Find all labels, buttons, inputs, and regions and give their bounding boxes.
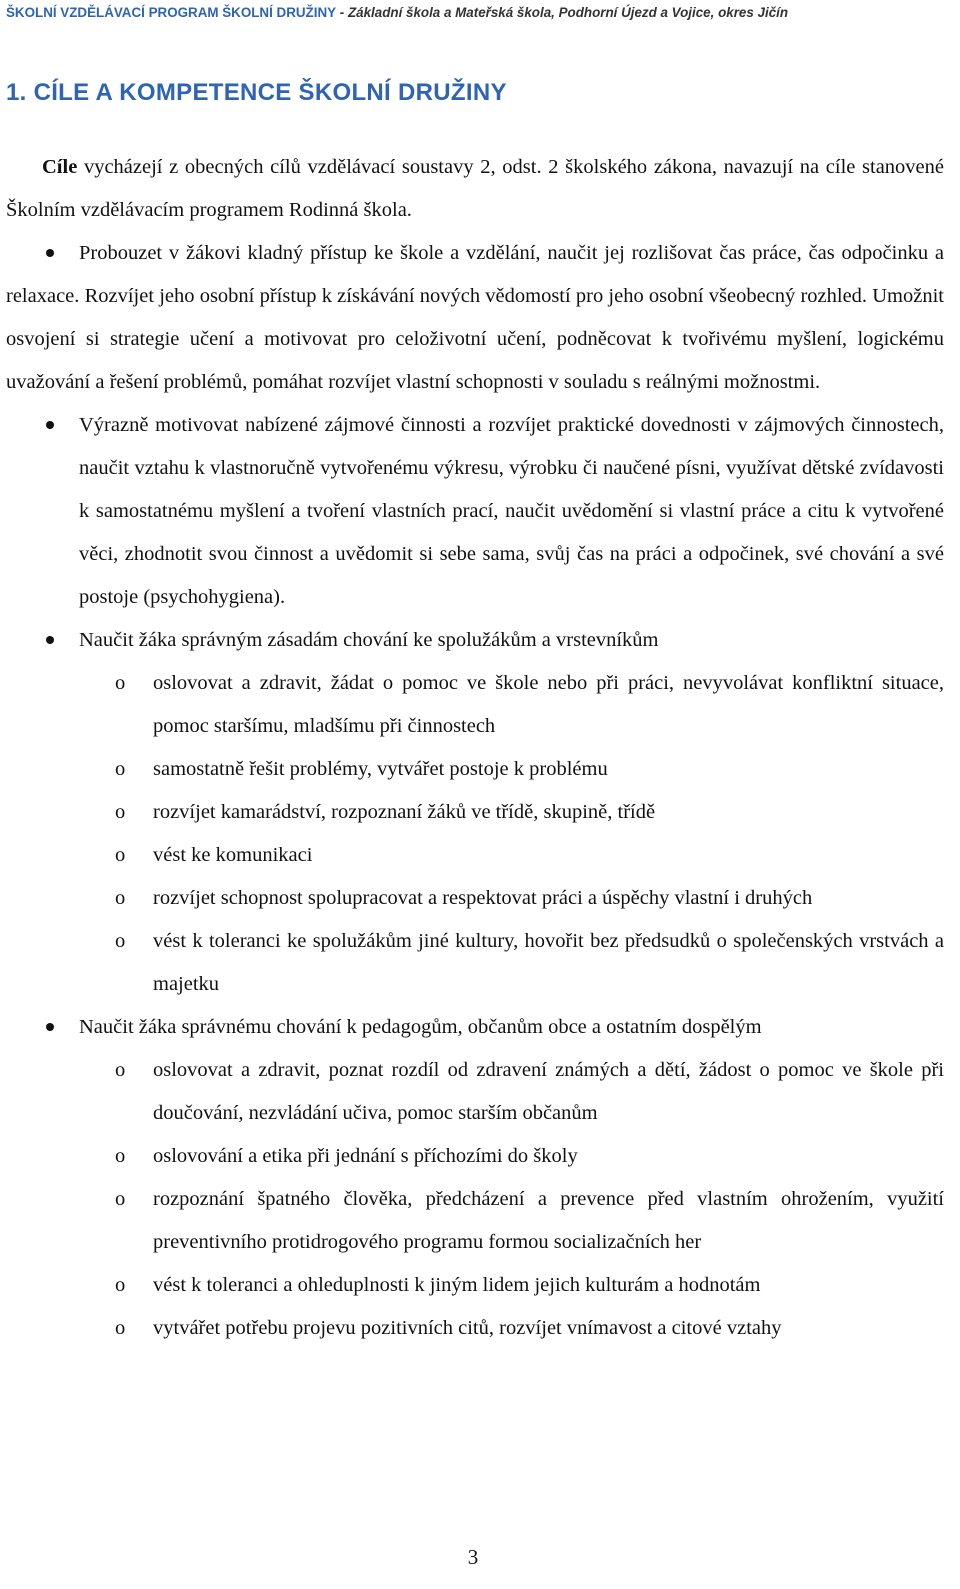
sub-item: o rozpoznání špatného člověka, předcházení a prevence před vlastním ohrožením, využití preventivního protidrogového programu formou socializačních her xyxy=(79,1178,944,1264)
goal-item xyxy=(6,1006,944,1350)
header-program-title: ŠKOLNÍ VZDĚLÁVACÍ PROGRAM ŠKOLNÍ DRUŽINY xyxy=(6,5,337,20)
page-number: 3 xyxy=(467,1545,479,1569)
sub-item: o rozvíjet schopnost spolupracovat a respektovat práci a úspěchy vlastní i druhých xyxy=(79,877,944,920)
sub-item: o vést k toleranci a ohleduplnosti k jiným lidem jejich kulturám a hodnotám xyxy=(79,1264,944,1307)
sub-item: o oslovování a etika při jednání s příchozími do školy xyxy=(79,1135,944,1178)
goal-text: Naučit žáka správným zásadám chování ke spolužákům a vrstevníkům xyxy=(79,629,659,651)
goal-item xyxy=(6,232,944,404)
sub-item: o samostatně řešit problémy, vytvářet postoje k problému xyxy=(79,748,944,791)
header-school-name: - Základní škola a Mateřská škola, Podhorní Újezd a Vojice, okres Jičín xyxy=(336,5,789,20)
sub-item: o oslovovat a zdravit, poznat rozdíl od zdravení známých a dětí, žádost o pomoc ve škole při doučování, nezvládání učiva, pomoc starším občanům xyxy=(79,1049,944,1135)
goal-text: Výrazně motivovat nabízené zájmové činnosti a rozvíjet praktické dovednosti v zájmových činnostech, naučit vztahu k vlastnoručně vytvořenému výkresu, výrobku či naučené písni, využívat dětské zvídavosti k samostatnému myšlení a tvoření vlastních prací, naučit uvědomění si vlastní práce a citu k vytvořené věci, zhodnotit svou činnost a uvědomit si sebe sama, svůj čas na práci a odpočinek, své chování a své postoje (psychohygiena). xyxy=(79,414,944,608)
intro-lead-word: Cíle xyxy=(42,156,78,178)
document-header xyxy=(6,4,954,22)
section-heading: 1. CÍLE A KOMPETENCE ŠKOLNÍ DRUŽINY xyxy=(6,79,507,106)
document-body xyxy=(6,146,944,1350)
goal-text: Naučit žáka správnému chování k pedagogům, občanům obce a ostatním dospělým xyxy=(79,1016,762,1038)
goal-item xyxy=(6,404,944,619)
goals-list xyxy=(6,232,944,1350)
intro-paragraph xyxy=(6,146,944,232)
goal-item xyxy=(6,619,944,1006)
sub-item: o vytvářet potřebu projevu pozitivních citů, rozvíjet vnímavost a citové vztahy xyxy=(79,1307,944,1350)
sub-item: o vést ke komunikaci xyxy=(79,834,944,877)
goal-subitems xyxy=(79,662,944,1006)
sub-item: o oslovovat a zdravit, žádat o pomoc ve škole nebo při práci, nevyvolávat konfliktní situace, pomoc staršímu, mladšímu při činnostech xyxy=(79,662,944,748)
intro-text: vycházejí z obecných cílů vzdělávací soustavy 2, odst. 2 školského zákona, navazují na cíle stanovené Školním vzdělávacím programem Rodinná škola. xyxy=(6,156,944,221)
sub-item: o vést k toleranci ke spolužákům jiné kultury, hovořit bez předsudků o společenských vrstvách a majetku xyxy=(79,920,944,1006)
goal-subitems xyxy=(79,1049,944,1350)
goal-text: Probouzet v žákovi kladný přístup ke škole a vzdělání, naučit jej rozlišovat čas práce, čas odpočinku a relaxace. Rozvíjet jeho osobní přístup k získávání nových vědomostí pro jeho osobní všeobecný rozhled. Umožnit osvojení si strategie učení a motivovat pro celoživotní učení, podněcovat k tvořivému myšlení, logickému uvažování a řešení problémů, pomáhat rozvíjet vlastní schopnosti v souladu s reálnými možnostmi. xyxy=(6,242,944,393)
sub-item: o rozvíjet kamarádství, rozpoznaní žáků ve třídě, skupině, třídě xyxy=(79,791,944,834)
